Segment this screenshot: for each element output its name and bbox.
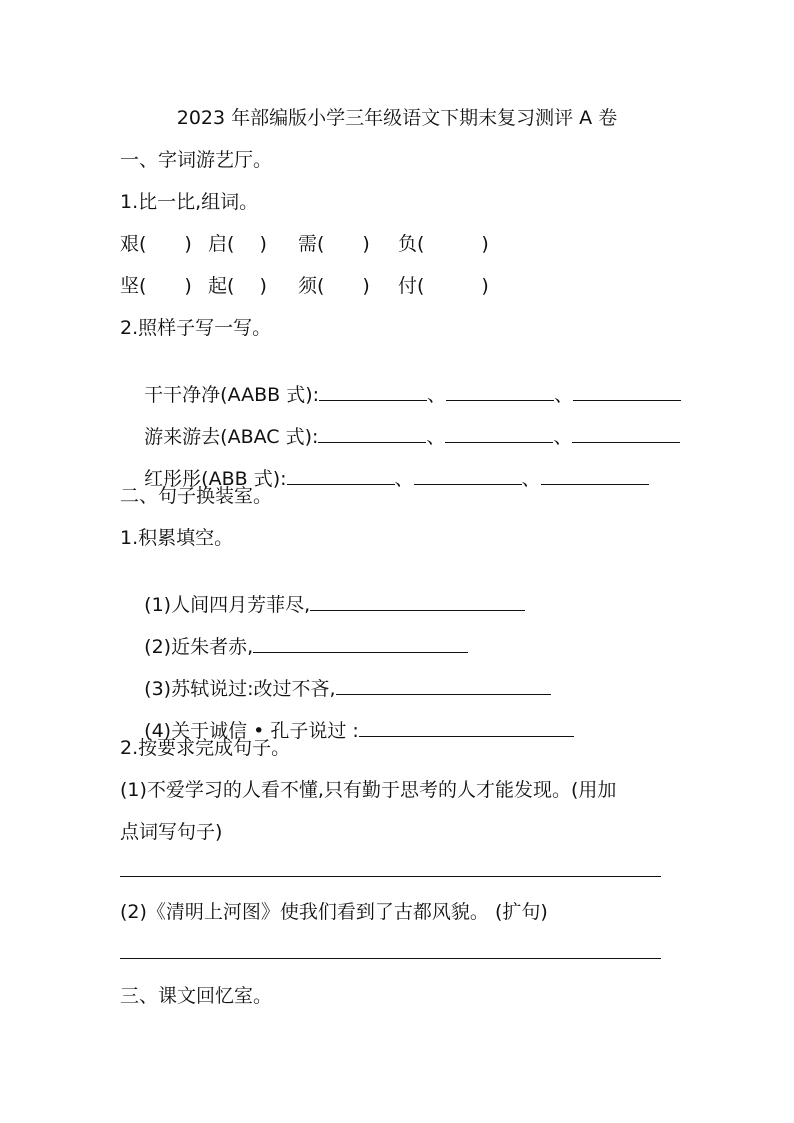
pattern-prefix: 红彤彤(ABB 式): [144,468,287,490]
compare-word-3: 需( ) [298,233,370,255]
sentence-task-1-line-1: (1)不爱学习的人看不懂,只有勤于思考的人才能发现。(用加 [120,779,617,801]
sentence-task-2: (2)《清明上河图》使我们看到了古都风貌。 (扩句) [120,901,548,923]
compare-word-8: 付( ) [398,275,489,297]
answer-blank[interactable] [446,382,554,401]
section-3-heading: 三、课文回忆室。 [120,985,273,1007]
sentence-task-1-line-2: 点词写句子) [120,821,223,843]
answer-blank[interactable] [318,424,426,443]
answer-line[interactable] [120,958,661,959]
answer-blank[interactable] [287,466,395,485]
separator: 、 [427,384,447,406]
section-1-heading: 一、字词游艺厅。 [120,149,273,171]
pattern-prefix: 游来游去(ABAC 式): [144,426,319,448]
answer-blank[interactable] [445,424,553,443]
separator: 、 [553,426,573,448]
q2-1-label: 1.积累填空。 [120,527,234,549]
answer-blank[interactable] [572,424,680,443]
q2-2-label: 2.按要求完成句子。 [120,737,291,759]
fill-prompt: (2)近朱者赤, [144,636,254,658]
compare-word-6: 起( ) [208,275,267,297]
separator: 、 [554,384,574,406]
fill-prompt: (1)人间四月芳菲尽, [144,594,311,616]
section-2-heading: 二、句子换装室。 [120,485,273,507]
answer-blank[interactable] [253,634,468,653]
pattern-prefix: 干干净净(AABB 式): [144,384,320,406]
answer-blank[interactable] [336,676,551,695]
compare-word-7: 须( ) [298,275,370,297]
q1-2-label: 2.照样子写一写。 [120,317,272,339]
answer-blank[interactable] [414,466,522,485]
answer-blank[interactable] [319,382,427,401]
compare-word-1: 艰( ) [120,233,192,255]
compare-word-4: 负( ) [398,233,489,255]
compare-word-2: 启( ) [208,233,267,255]
fill-prompt: (4)关于诚信 • 孔子说过 : [144,720,359,742]
answer-blank[interactable] [541,466,649,485]
answer-line[interactable] [120,876,661,877]
answer-blank[interactable] [310,592,525,611]
fill-prompt: (3)苏轼说过:改过不吝, [144,678,336,700]
answer-blank[interactable] [573,382,681,401]
separator: 、 [394,468,414,490]
answer-blank[interactable] [359,718,574,737]
compare-word-5: 坚( ) [120,275,192,297]
separator: 、 [521,468,541,490]
page-title: 2023 年部编版小学三年级语文下期末复习测评 A 卷 [176,107,618,129]
separator: 、 [426,426,446,448]
q1-1-label: 1.比一比,组词。 [120,191,259,213]
